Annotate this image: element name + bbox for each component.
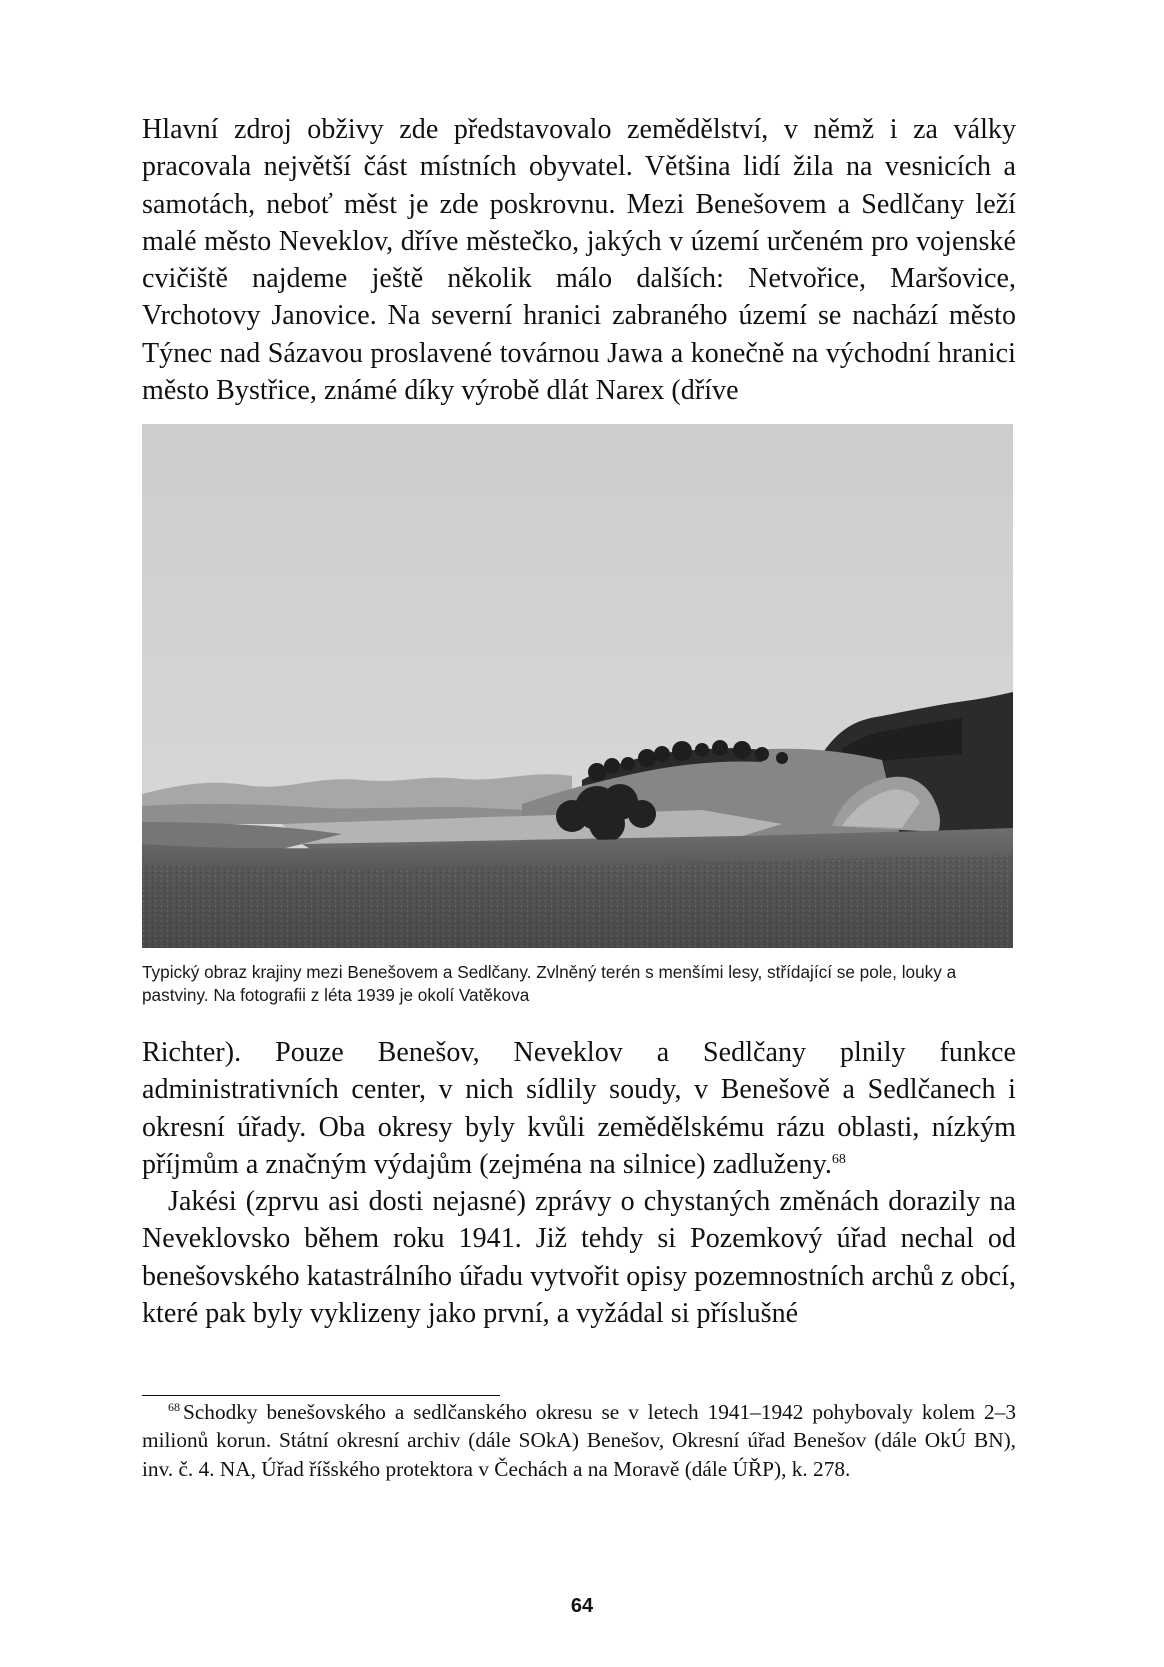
- body-text-top: [142, 111, 1016, 409]
- footnote: [142, 1398, 1016, 1483]
- footnote-number: 68: [168, 1400, 180, 1414]
- body-text-bottom: [142, 1034, 1016, 1332]
- footnote-text: Schodky benešovského a sedlčanského okresu se v letech 1941–1942 pohybovaly kolem 2–3 milionů korun. Státní okresní archiv (dále SOkA) Benešov, Okresní úřad Benešov (dále OkÚ BN), inv. č. 4. NA, Úřad říšského protektora v Čechách a na Moravě (dále ÚŘP), k. 278.: [142, 1400, 1016, 1481]
- paragraph-1-continued-text: Richter). Pouze Benešov, Neveklov a Sedlčany plnily funkce administrativních center, v nich sídlily soudy, v Benešově a Sedlčanech i okresní úřady. Oba okresy byly kvůli zemědělskému rázu oblasti, nízkým příjmům a značným výdajům (zejména na silnice) zadluženy.: [142, 1037, 1016, 1180]
- figure-caption: Typický obraz krajiny mezi Benešovem a Sedlčany. Zvlněný terén s menšími lesy, střídající se pole, louky a pastviny. Na fotografii z léta 1939 je okolí Vatěkova: [142, 962, 957, 1005]
- paragraph-1: Hlavní zdroj obživy zde představovalo zemědělství, v němž i za války pracovala největší část místních obyvatel. Většina lidí žila na vesnicích a samotách, neboť měst je zde poskrovnu. Mezi Benešovem a Sedlčany leží malé město Neveklov, dříve městečko, jakých v území určeném pro vojenské cvičiště najdeme ještě několik málo dalších: Netvořice, Maršovice, Vrchotovy Janovice. Na severní hranici zabraného území se nachází město Týnec nad Sázavou proslavené továrnou Jawa a konečně na východní hranici město Bystřice, známé díky výrobě dlát Narex (dříve: [142, 114, 1016, 407]
- paragraph-2: Jakési (zprvu asi dosti nejasné) zprávy o chystaných změnách dorazily na Neveklovsko během roku 1941. Již tehdy si Pozemkový úřad nechal od benešovského katastrálního úřadu vytvořit opisy pozemnostních archů z obcí, které pak byly vyklizeny jako první, a vyžádal si příslušné: [142, 1186, 1016, 1330]
- footnote-divider: [142, 1395, 500, 1396]
- footnote-reference[interactable]: 68: [831, 1151, 846, 1167]
- page-number: 64: [570, 1595, 594, 1617]
- landscape-photo: [142, 424, 1013, 948]
- paragraph-1-continued: [142, 1034, 1016, 1183]
